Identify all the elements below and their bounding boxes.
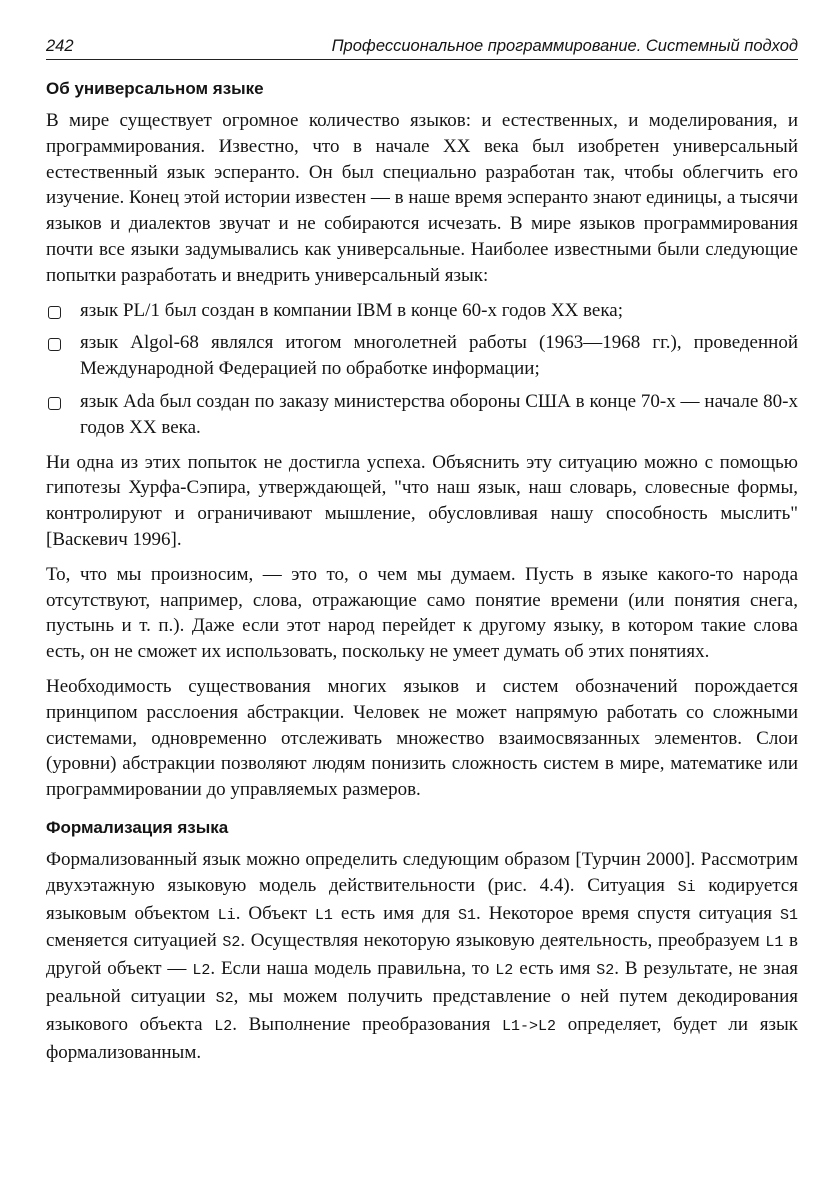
list-item-text: язык Algol-68 являлся итогом многолетней работы (1963—1968 гг.), проведенной Международной Федерацией по обработке информации; — [80, 332, 798, 380]
code-term: L2 — [495, 962, 514, 980]
code-term: S1 — [779, 906, 798, 924]
code-term: L2 — [192, 962, 211, 980]
text-run: сменяется ситуацией — [46, 930, 223, 952]
checkbox-bullet-icon — [48, 306, 61, 319]
section-heading-universal-language: Об универсальном языке — [46, 79, 264, 98]
page-number: 242 — [46, 37, 74, 55]
code-term: Si — [677, 878, 696, 896]
text-run: есть имя для — [332, 902, 458, 924]
list-item-text: язык PL/1 был создан в компании IBM в конце 60-х годов XX века; — [80, 299, 624, 321]
list-item — [46, 389, 798, 441]
code-term: S2 — [596, 962, 615, 980]
code-term: L2 — [214, 1017, 233, 1035]
running-title: Профессиональное программирование. Системный подход — [331, 37, 798, 55]
text-run: , мы можем получить представление о ней путем декодирования языкового объекта — [46, 985, 799, 1035]
list-item-text: язык Ada был создан по заказу министерства обороны США в конце 70-х — начале 80-х годов XX века. — [80, 390, 798, 438]
text-run: определяет, будет ли язык формализованным. — [46, 1013, 798, 1063]
text-run: есть имя — [513, 958, 597, 980]
text-run: . Выполнение преобразования — [232, 1013, 503, 1035]
text-run: . Объект — [235, 902, 315, 924]
code-term: L1 — [314, 906, 333, 924]
text-run: . Некоторое время спустя ситуация — [475, 902, 780, 924]
code-term: L1->L2 — [502, 1017, 557, 1035]
paragraph-formalization — [46, 847, 798, 1065]
page — [46, 36, 798, 1074]
code-term: S1 — [457, 906, 476, 924]
bullet-list — [46, 298, 798, 441]
text-run: . В результате, не зная реальной ситуации — [46, 958, 799, 1007]
paragraph: Необходимость существования многих языков и систем обозначений порождается принципом расслоения абстракции. Человек не может напрямую работать со сложными системами, одновременно отслеживать множество взаимосвязанных элементов. Слои (уровни) абстракции позволяют людям понизить сложность систем в мире, математике или программировании до управляемых размеров. — [46, 675, 798, 801]
list-item — [46, 298, 798, 324]
code-term: L1 — [765, 934, 784, 952]
checkbox-bullet-icon — [48, 397, 61, 410]
code-term: S2 — [215, 989, 234, 1007]
running-header — [46, 36, 798, 60]
code-term: S2 — [222, 934, 241, 952]
paragraph: В мире существует огромное количество языков: и естественных, и моделирования, и программирования. Известно, что в начале XX века был изобретен универсальный естественный язык эсперанто. Он был специально разработан так, чтобы облегчить его изучение. Конец этой истории известен — в наше время эсперанто знают единицы, а тысячи языков и диалектов звучат и не собираются исчезать. В мире языков программирования почти все языки задумывались как универсальные. Наиболее известными были следующие попытки разработать и внедрить универсальный язык: — [46, 110, 798, 286]
paragraph: Ни одна из этих попыток не достигла успеха. Объяснить эту ситуацию можно с помощью гипотезы Хурфа-Сэпира, утверждающей, "что наш язык, наш словарь, словесные формы, контролируют и ограничивают мышление, обусловливая нашу способность мыслить" [Васкевич 1996]. — [46, 451, 798, 550]
checkbox-bullet-icon — [48, 338, 61, 351]
code-term: Li — [217, 906, 236, 924]
list-item — [46, 330, 798, 382]
paragraph: То, что мы произносим, — это то, о чем мы думаем. Пусть в языке какого-то народа отсутствуют, например, слова, отражающие само понятие времени (или понятия снега, пустынь и т. п.). Даже если этот народ перейдет к другому языку, в котором такие слова есть, он не сможет их использовать, поскольку не умеет думать об этих понятиях. — [46, 563, 798, 663]
text-run: . Если наша модель правильна, то — [210, 958, 496, 980]
text-run: в другой объект — — [46, 930, 798, 980]
text-run: Формализованный язык можно определить следующим образом [Турчин 2000]. Рассмотрим двухэтажную языковую модель действительности (рис. 4.4). Ситуация — [46, 848, 798, 896]
section-heading-formalization: Формализация языка — [46, 817, 229, 837]
text-run: кодируется языковым объектом — [46, 874, 798, 924]
text-run: . Осуществляя некоторую языковую деятельность, преобразуем — [240, 930, 766, 952]
